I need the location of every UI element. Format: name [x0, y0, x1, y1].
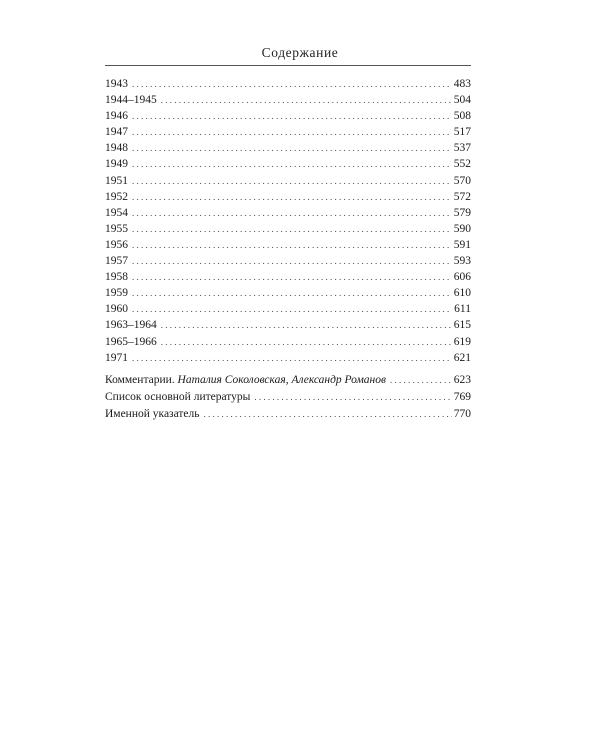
toc-entry-page: 623	[453, 373, 471, 386]
dot-leader	[390, 372, 452, 389]
dot-leader	[132, 205, 452, 221]
dot-leader	[132, 237, 452, 253]
dot-leader	[254, 389, 451, 406]
toc-entry-label: 1954	[105, 206, 128, 219]
toc-entry-name-index[interactable]	[105, 406, 471, 423]
year-entries	[105, 76, 471, 366]
back-matter-entries	[105, 372, 471, 423]
toc-entry-1943[interactable]	[105, 76, 471, 92]
toc-entry-label: 1956	[105, 238, 128, 251]
dot-leader	[204, 406, 452, 423]
toc-entry-label: 1963–1964	[105, 319, 157, 332]
toc-entry-label: 1960	[105, 303, 128, 316]
table-of-contents	[105, 76, 471, 423]
toc-entry-label: 1947	[105, 126, 128, 139]
commentary-title: Комментарии.	[105, 373, 175, 386]
commentary-authors: Наталия Соколовская, Александр Романов	[177, 373, 386, 386]
toc-entry-label: 1965–1966	[105, 335, 157, 348]
toc-entry-page: 572	[453, 190, 471, 203]
dot-leader	[132, 253, 452, 269]
toc-entry-page: 590	[453, 222, 471, 235]
toc-entry-1947[interactable]	[105, 124, 471, 140]
toc-entry-1952[interactable]	[105, 189, 471, 205]
toc-entry-label: 1949	[105, 158, 128, 171]
toc-entry-page: 591	[453, 238, 471, 251]
toc-entry-1954[interactable]	[105, 205, 471, 221]
toc-entry-1951[interactable]	[105, 173, 471, 189]
toc-entry-page: 593	[453, 255, 471, 268]
dot-leader	[132, 156, 452, 172]
toc-entry-1959[interactable]	[105, 285, 471, 301]
header-rule	[105, 65, 471, 66]
dot-leader	[161, 317, 452, 333]
dot-leader	[132, 221, 452, 237]
toc-entry-1965-1966[interactable]	[105, 334, 471, 350]
toc-entry-label: 1971	[105, 351, 128, 364]
toc-entry-label: 1946	[105, 110, 128, 123]
toc-entry-page: 611	[454, 303, 471, 316]
toc-entry-label: Список основной литературы	[105, 390, 251, 403]
toc-entry-label	[105, 372, 390, 389]
toc-entry-1957[interactable]	[105, 253, 471, 269]
toc-entry-label: Именной указатель	[105, 407, 200, 420]
toc-entry-page: 508	[453, 110, 471, 123]
dot-leader	[132, 140, 452, 156]
toc-entry-1963-1964[interactable]	[105, 317, 471, 333]
toc-entry-label: 1959	[105, 287, 128, 300]
toc-entry-page: 552	[453, 158, 471, 171]
toc-entry-label: 1951	[105, 174, 128, 187]
toc-entry-label: 1944–1945	[105, 94, 157, 107]
toc-entry-page: 769	[453, 390, 471, 403]
page-title: Содержание	[261, 45, 339, 60]
toc-entry-label: 1955	[105, 222, 128, 235]
toc-entry-1958[interactable]	[105, 269, 471, 285]
toc-entry-page: 579	[453, 206, 471, 219]
toc-entry-page: 615	[453, 319, 471, 332]
toc-entry-1971[interactable]	[105, 350, 471, 366]
toc-entry-page: 517	[453, 126, 471, 139]
dot-leader	[132, 269, 452, 285]
toc-entry-bibliography[interactable]	[105, 389, 471, 406]
toc-entry-1949[interactable]	[105, 156, 471, 172]
toc-entry-page: 606	[453, 271, 471, 284]
toc-entry-page: 537	[453, 142, 471, 155]
toc-entry-1960[interactable]	[105, 301, 471, 317]
dot-leader	[132, 124, 452, 140]
toc-entry-page: 621	[453, 351, 471, 364]
toc-entry-page: 770	[453, 407, 471, 420]
toc-entry-1944-1945[interactable]	[105, 92, 471, 108]
dot-leader	[132, 301, 452, 317]
toc-entry-page: 504	[453, 94, 471, 107]
dot-leader	[132, 285, 452, 301]
dot-leader	[132, 189, 452, 205]
toc-entry-1955[interactable]	[105, 221, 471, 237]
toc-entry-1946[interactable]	[105, 108, 471, 124]
dot-leader	[132, 108, 452, 124]
toc-entry-label: 1952	[105, 190, 128, 203]
toc-entry-page: 619	[453, 335, 471, 348]
toc-entry-1948[interactable]	[105, 140, 471, 156]
dot-leader	[132, 173, 452, 189]
toc-entry-label: 1958	[105, 271, 128, 284]
dot-leader	[161, 92, 452, 108]
toc-entry-label: 1957	[105, 255, 128, 268]
toc-entry-page: 610	[453, 287, 471, 300]
toc-entry-1956[interactable]	[105, 237, 471, 253]
toc-entry-label: 1943	[105, 78, 128, 90]
dot-leader	[132, 350, 452, 366]
dot-leader	[161, 334, 452, 350]
toc-entry-label: 1948	[105, 142, 128, 155]
toc-entry-commentary[interactable]	[105, 372, 471, 389]
toc-entry-page: 483	[453, 78, 471, 90]
toc-entry-page: 570	[453, 174, 471, 187]
dot-leader	[132, 76, 452, 92]
